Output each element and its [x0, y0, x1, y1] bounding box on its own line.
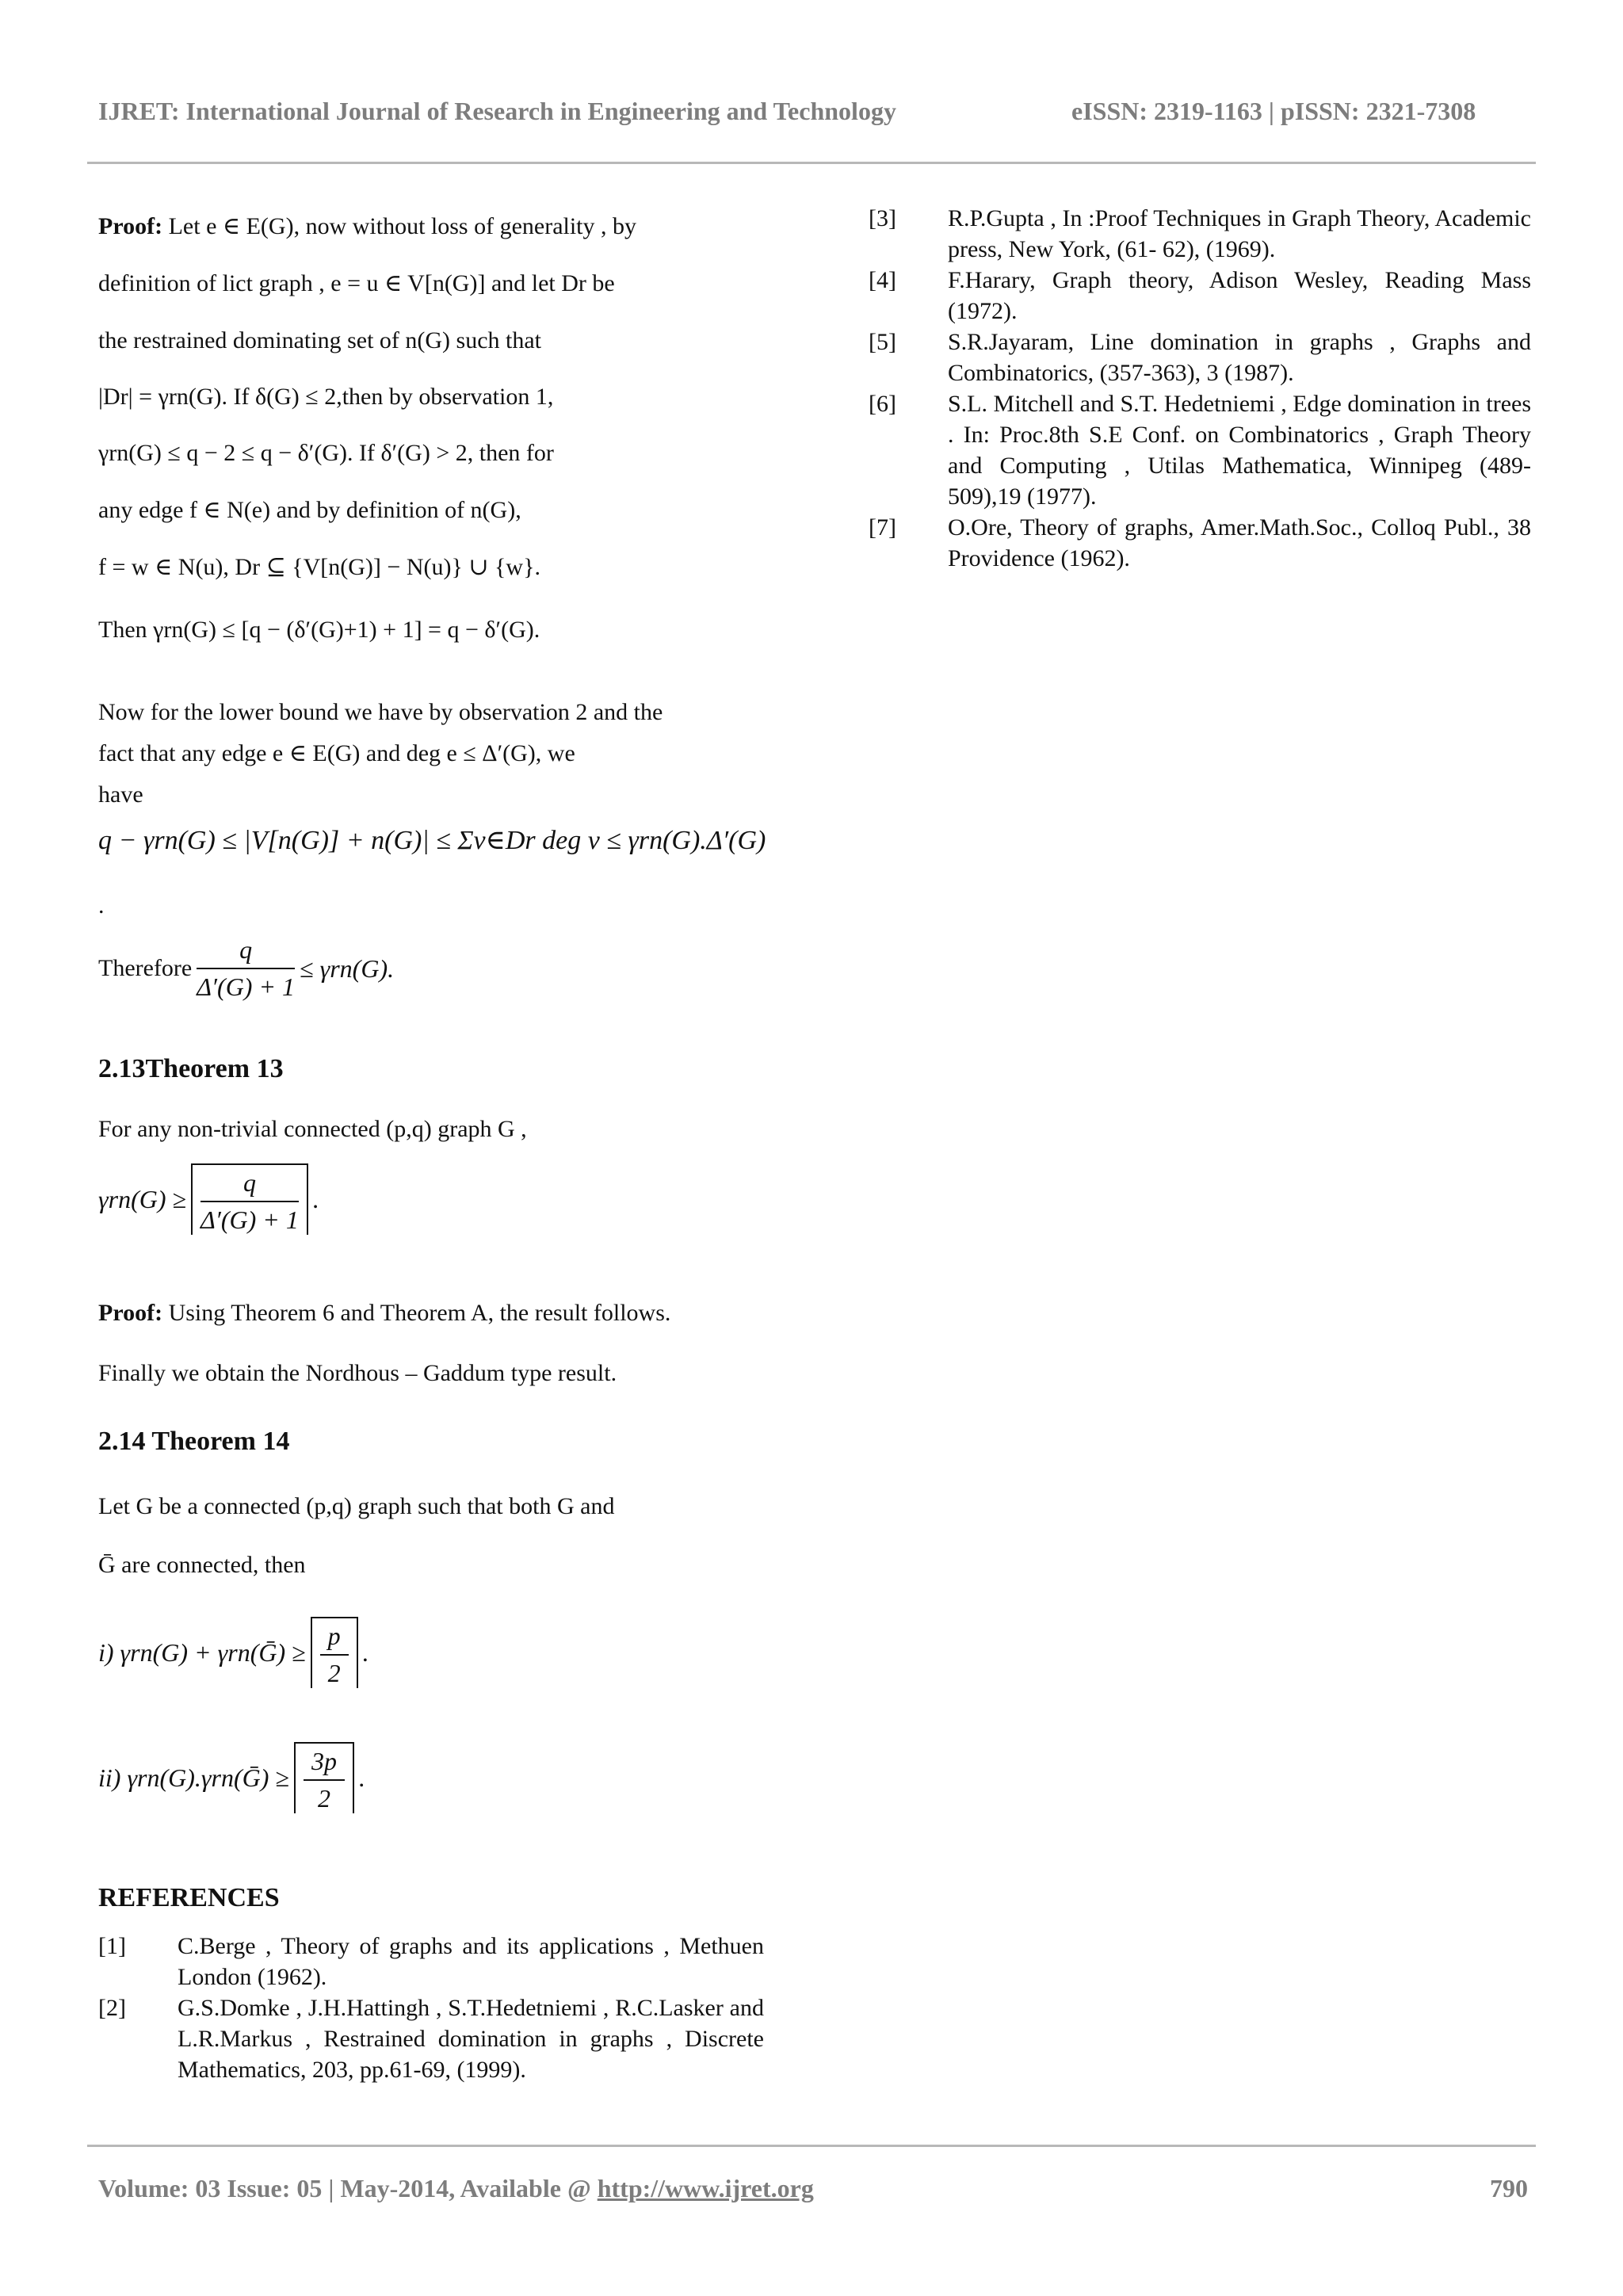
part-ii-fraction	[304, 1747, 345, 1813]
part-ii-denominator: 2	[317, 1784, 330, 1813]
proof1-line7: f = w ∈ N(u), Dr ⊆ {V[n(G)] − N(u)} ∪ {w}.	[98, 554, 540, 580]
header-rule	[87, 162, 1536, 164]
reference-item	[98, 1992, 764, 2085]
finally-line: Finally we obtain the Nordhous – Gaddum type result.	[98, 1360, 617, 1386]
therefore-line	[98, 935, 764, 1002]
part-i-fraction	[320, 1622, 349, 1688]
part-i-denominator: 2	[327, 1659, 341, 1687]
reference-item	[869, 203, 1531, 265]
reference-number: [2]	[98, 1995, 126, 2021]
reference-number: [6]	[869, 391, 896, 417]
reference-item	[869, 265, 1531, 327]
reference-number: [7]	[869, 514, 896, 541]
reference-item	[869, 512, 1531, 574]
reference-text: C.Berge , Theory of graphs and its applications , Methuen London (1962).	[178, 1933, 764, 1990]
journal-title: IJRET: International Journal of Research in Engineering and Technology	[98, 97, 896, 125]
part-i-lhs: i) γrn(G) + γrn(Ḡ) ≥	[98, 1637, 306, 1667]
reference-item	[869, 327, 1531, 388]
footer-rule	[87, 2145, 1536, 2147]
theorem13-formula	[98, 1163, 764, 1235]
reference-text: S.R.Jayaram, Line domination in graphs , Graphs and Combinatorics, (357-363), 3 (1987).	[948, 329, 1531, 386]
proof2-line	[98, 1300, 764, 1327]
part-i-numerator: p	[320, 1622, 349, 1656]
theorem14-heading: 2.14 Theorem 14	[98, 1427, 290, 1456]
proof1-line2: definition of lict graph , e = u ∈ V[n(G)] and let Dr be	[98, 270, 615, 296]
theorem14-part-i	[98, 1617, 764, 1688]
theorem13-heading: 2.13Theorem 13	[98, 1054, 284, 1083]
reference-text: F.Harary, Graph theory, Adison Wesley, Reading Mass (1972).	[948, 267, 1531, 324]
references-heading: REFERENCES	[98, 1883, 280, 1912]
theorem14-line2: Ḡ are connected, then	[98, 1552, 306, 1578]
reference-number: [4]	[869, 267, 896, 293]
lower-line2: fact that any edge e ∈ E(G) and deg e ≤ Δ′(G), we	[98, 740, 575, 766]
lower-dot: .	[98, 892, 105, 919]
theorem13-denominator: Δ′(G) + 1	[200, 1205, 299, 1234]
part-i-end: .	[362, 1637, 369, 1667]
reference-item	[98, 1931, 764, 1992]
therefore-fraction	[197, 935, 295, 1002]
reference-text: O.Ore, Theory of graphs, Amer.Math.Soc., Colloq Publ., 38 Providence (1962).	[948, 514, 1531, 571]
reference-item	[869, 388, 1531, 512]
footer-url-link[interactable]: http://www.ijret.org	[597, 2174, 814, 2202]
lower-line3: have	[98, 781, 143, 808]
proof1-line3: the restrained dominating set of n(G) such that	[98, 327, 542, 353]
proof1-line5: γrn(G) ≤ q − 2 ≤ q − δ′(G). If δ′(G) > 2, then for	[98, 440, 554, 466]
references-right	[869, 203, 1531, 574]
proof-label: Proof:	[98, 213, 163, 239]
proof1-text-1: Let e ∈ E(G), now without loss of generality , by	[168, 213, 637, 239]
proof1-line6: any edge f ∈ N(e) and by definition of n(G),	[98, 497, 521, 523]
theorem13-end: .	[312, 1184, 319, 1213]
therefore-word: Therefore	[98, 955, 193, 981]
reference-text: G.S.Domke , J.H.Hattingh , S.T.Hedetniemi , R.C.Lasker and L.R.Markus , Restrained domination in graphs , Discrete Mathematics, 203, pp.61-69, (1999).	[178, 1995, 764, 2083]
proof1-line8: Then γrn(G) ≤ [q − (δ′(G)+1) + 1] = q − δ′(G).	[98, 617, 540, 643]
footer-volume-text: Volume: 03 Issue: 05 | May-2014, Available @	[98, 2174, 591, 2202]
theorem13-ceiling	[191, 1163, 308, 1235]
part-ii-ceiling	[294, 1742, 354, 1813]
therefore-denominator: Δ′(G) + 1	[197, 972, 296, 1001]
footer-volume	[98, 2174, 814, 2203]
reference-number: [1]	[98, 1933, 126, 1959]
theorem13-statement: For any non-trivial connected (p,q) graph G ,	[98, 1116, 527, 1142]
part-ii-numerator: 3p	[304, 1747, 345, 1781]
theorem13-fraction	[200, 1168, 299, 1235]
lower-equation: q − γrn(G) ≤ |V[n(G)] + n(G)| ≤ Σv∈Dr deg v ≤ γrn(G).Δ′(G)	[98, 826, 766, 855]
reference-text: S.L. Mitchell and S.T. Hedetniemi , Edge domination in trees . In: Proc.8th S.E Conf. on Combinatorics , Graph Theory and Computing , Utilas Mathematica, Winnipeg (489-509),19 (1977).	[948, 391, 1531, 510]
part-ii-end: .	[358, 1763, 365, 1792]
proof1-line1	[98, 212, 764, 240]
therefore-tail: ≤ γrn(G).	[300, 953, 395, 983]
theorem13-lhs: γrn(G) ≥	[98, 1184, 187, 1213]
therefore-numerator: q	[197, 935, 295, 969]
proof2-label: Proof:	[98, 1300, 163, 1326]
reference-text: R.P.Gupta , In :Proof Techniques in Graph Theory, Academic press, New York, (61- 62), (1969).	[948, 205, 1531, 262]
proof2-text: Using Theorem 6 and Theorem A, the result follows.	[168, 1300, 671, 1326]
theorem14-part-ii	[98, 1742, 764, 1813]
issn: eISSN: 2319-1163 | pISSN: 2321-7308	[1071, 97, 1476, 125]
proof1-line4: |Dr| = γrn(G). If δ(G) ≤ 2,then by observation 1,	[98, 384, 554, 410]
reference-number: [3]	[869, 205, 896, 231]
part-ii-lhs: ii) γrn(G).γrn(Ḡ) ≥	[98, 1763, 289, 1792]
theorem13-numerator: q	[200, 1168, 299, 1202]
theorem14-line1: Let G be a connected (p,q) graph such that both G and	[98, 1493, 615, 1519]
reference-number: [5]	[869, 329, 896, 355]
lower-line1: Now for the lower bound we have by observation 2 and the	[98, 699, 663, 725]
part-i-ceiling	[311, 1617, 358, 1688]
page-number: 790	[1490, 2174, 1528, 2202]
references-left	[98, 1931, 764, 2085]
